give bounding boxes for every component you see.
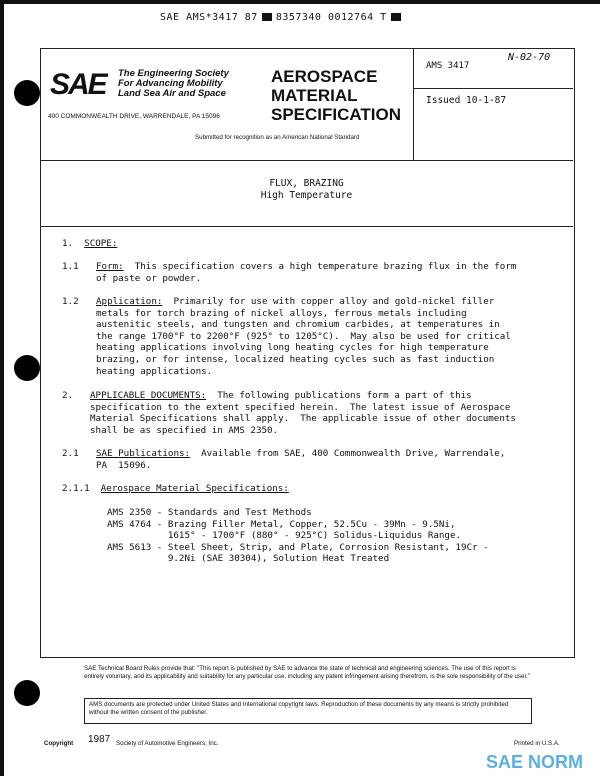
section-1-2-text: Application: Primarily for use with copper alloy and gold-nickel filler metals for torch brazing of nickel alloys, ferrous metals including austenitic steels, and tungsten and chromium carbides, at temperatures in the range 1700°F to 2200°F (925° to 1205°C). May also be used for critical heating applications involving long heating cycles for high temperature brazing, or for intense, localized heating cycles such as fast induction heating applications. — [96, 296, 511, 377]
scan-edge-left — [0, 0, 4, 776]
document-type: AEROSPACE MATERIAL SPECIFICATION — [271, 67, 402, 124]
copyright-org: Society of Automotive Engineers, Inc. — [116, 740, 219, 747]
technical-board-rules: SAE Technical Board Rules provide that: "This report is published by SAE to advance the state of technical and engineering sciences. The use of this report is entirely voluntary, and its applicability and suitability for any particular use, including any patent infringement arising therefrom, is the sole responsibility of the user." — [84, 665, 531, 680]
section-1-1-text: Form: This specification covers a high temperature brazing flux in the form of paste or powder. — [96, 261, 517, 284]
title-divider — [40, 226, 573, 227]
copyright-year: 1987 — [88, 734, 111, 745]
issued-date: Issued 10-1-87 — [426, 95, 507, 106]
section-2-1-text: SAE Publications: Available from SAE, 400 Commonwealth Drive, Warrendale, PA 15096. — [96, 448, 506, 471]
section-2-1-1: 2.1.1 Aerospace Material Specifications: — [62, 483, 289, 494]
society-tagline: The Engineering Society For Advancing Mobility Land Sea Air and Space — [118, 68, 229, 99]
section-1-1: 1.1 — [62, 261, 79, 272]
punch-hole — [14, 680, 40, 706]
section-1: 1. SCOPE: — [62, 238, 118, 249]
punch-hole — [14, 80, 40, 106]
section-2-1: 2.1 — [62, 448, 79, 459]
sae-address: 400 COMMONWEALTH DRIVE, WARRENDALE, PA 15096 — [48, 113, 220, 120]
ansi-note: Submitted for recognition as an American National Standard — [195, 134, 360, 141]
ams-number: AMS 3417 — [426, 61, 470, 71]
catalog-stamp: SAE AMS*3417 87 8357340 0012764 T — [160, 12, 405, 23]
reference-list: AMS 2350 - Standards and Test Methods AMS 4764 - Brazing Filler Metal, Copper, 52.5Cu - 39Mn - 9.5Ni, 1615° - 1700°F (880° - 925°C) Solidus-Liquidus Range. AMS 5613 - Steel Sheet, Strip, and Plate, Corrosion Resistant, 19Cr - 9.2Ni (SAE 30304), Solution Heat Treated — [107, 507, 489, 565]
section-1-2: 1.2 — [62, 296, 79, 307]
section-2-text: APPLICABLE DOCUMENTS: The following publications form a part of this specification to the extent specified herein. The latest issue of Aerospace Material Specifications shall apply. The applicable issue of other documents shall be as specified in AMS 2350. — [90, 390, 516, 436]
handwritten-note: N-02-70 — [508, 52, 551, 63]
copyright-label: Copyright — [44, 740, 74, 747]
printed-in: Printed in U.S.A. — [514, 740, 560, 747]
section-2: 2. — [62, 390, 74, 401]
document-title: FLUX, BRAZING High Temperature — [260, 178, 353, 201]
copyright-notice-box: AMS documents are protected under United States and International copyright laws. Reproduction of these documents by any means is strictly prohibited without the written consent of the publisher. — [84, 698, 532, 724]
sae-logo: SAE — [50, 68, 106, 101]
punch-hole — [14, 355, 40, 381]
header-right-divider — [413, 88, 573, 89]
sae-norm-watermark: SAE NORM — [486, 752, 584, 772]
scan-edge-top — [0, 0, 600, 4]
